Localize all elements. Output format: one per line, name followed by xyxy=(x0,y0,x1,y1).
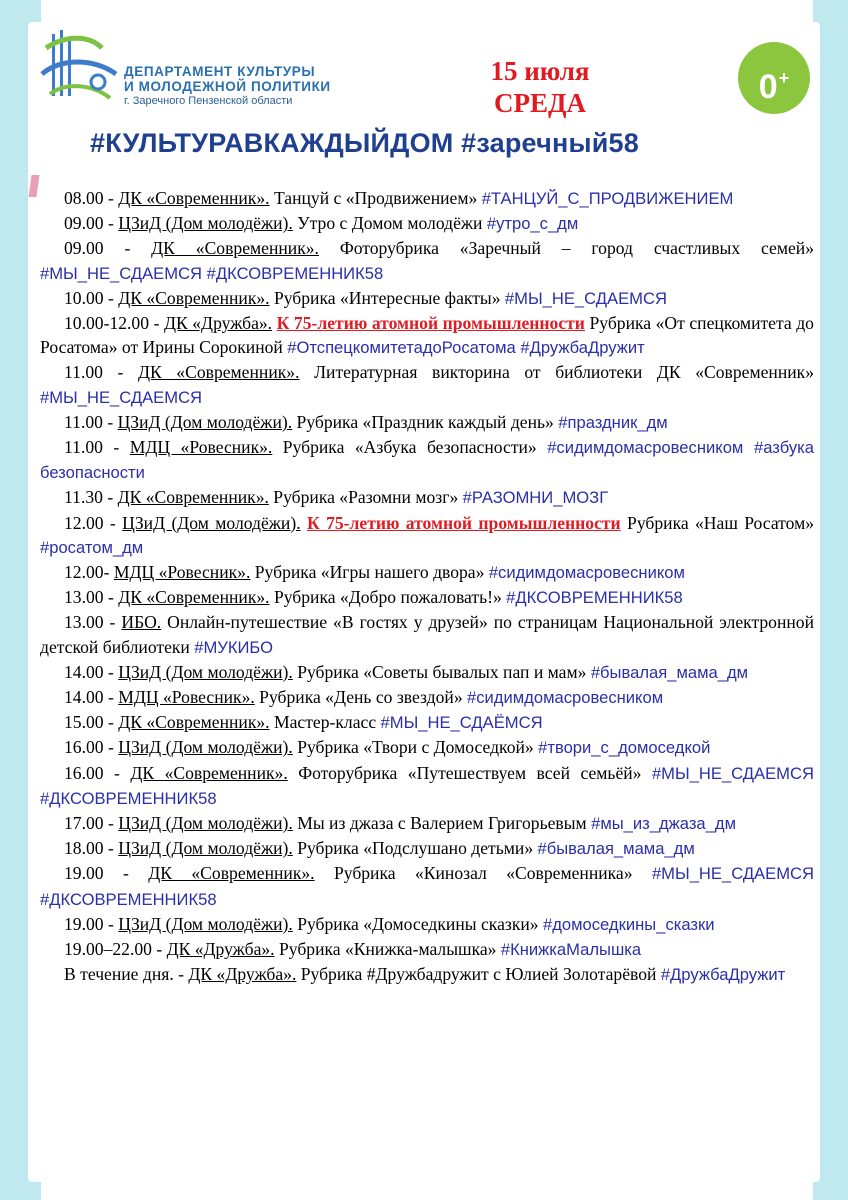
entry-text: Рубрика «Игры нашего двора» xyxy=(250,562,489,583)
schedule-entry xyxy=(40,560,814,585)
hashtag-title: #КУЛЬТУРАВКАЖДЫЙДОМ #заречный58 xyxy=(90,128,639,158)
entry-time: 11.00 - xyxy=(64,437,130,458)
entry-hashtags: #ТАНЦУЙ_С_ПРОДВИЖЕНИЕМ xyxy=(481,189,734,208)
entry-time: 12.00 - xyxy=(64,512,123,533)
entry-time: 10.00-12.00 - xyxy=(64,313,164,334)
entry-venue: ДК «Современник». xyxy=(130,762,288,783)
entry-time: В течение дня. - xyxy=(64,964,189,985)
entry-time: 11.30 - xyxy=(64,487,118,508)
entry-hashtags: #МЫ_НЕ_СДАЕМСЯ xyxy=(504,288,667,308)
entry-hashtags: #утро_с_дм xyxy=(486,214,579,234)
entry-hashtags: #сидимдомасровесником #азбука безопасности xyxy=(40,438,814,483)
schedule-entry xyxy=(40,435,814,485)
entry-text: Рубрика «Подслушано детьми» xyxy=(292,838,538,859)
entry-time: 09.00 - xyxy=(64,238,152,259)
entry-venue: ДК «Современник». xyxy=(118,287,270,308)
org-line-3: г. Заречного Пензенской области xyxy=(124,95,293,107)
entry-time: 16.00 - xyxy=(64,737,119,758)
schedule-entry xyxy=(40,610,814,659)
entry-venue: ДК «Современник». xyxy=(148,863,315,884)
entry-hashtags: #ДКСОВРЕМЕННИК58 xyxy=(506,588,683,608)
entry-time: 14.00 - xyxy=(64,687,119,708)
entry-venue: МДЦ «Ровесник». xyxy=(118,687,255,708)
org-line-2: И МОЛОДЕЖНОЙ ПОЛИТИКИ xyxy=(124,79,331,94)
entry-time: 14.00 - xyxy=(64,661,119,682)
entry-hashtags: #сидимдомасровесником xyxy=(488,563,685,583)
entry-time: 16.00 - xyxy=(64,762,131,783)
org-line-1: ДЕПАРТАМЕНТ КУЛЬТУРЫ xyxy=(124,64,316,79)
entry-venue: ДК «Дружба». xyxy=(163,313,273,334)
entry-text: Мастер-класс xyxy=(269,712,381,733)
age-rating-badge xyxy=(738,42,810,114)
entry-venue: ДК «Дружба». xyxy=(166,939,275,960)
schedule-entry xyxy=(40,660,814,685)
schedule-entry xyxy=(40,761,814,811)
schedule-entry xyxy=(40,236,814,285)
entry-time: 15.00 - xyxy=(64,712,119,733)
entry-text: Фоторубрика «Заречный – город счастливых семей» xyxy=(318,238,814,259)
entry-text: Рубрика «От спецкомитета до Росатома» от Ирины Сорокиной xyxy=(40,313,814,358)
entry-hashtags: #МЫ_НЕ_СДАЕМСЯ xyxy=(40,387,203,407)
entry-hashtags: #ОтспецкомитетадоРосатома #ДружбаДружит xyxy=(287,338,645,358)
entry-time: 12.00- xyxy=(64,562,114,583)
entry-venue: ЦЗиД (Дом молодёжи). xyxy=(118,661,293,682)
entry-venue: ДК «Современник». xyxy=(151,238,319,259)
schedule-entry xyxy=(40,861,814,911)
entry-hashtags: #домоседкины_сказки xyxy=(542,914,715,934)
entry-time: 18.00 - xyxy=(64,838,119,859)
entry-time: 08.00 - xyxy=(64,188,119,208)
entry-text: Рубрика «Наш Росатом» xyxy=(620,512,815,533)
entry-time: 17.00 - xyxy=(64,813,119,834)
schedule-entry xyxy=(40,511,814,560)
entry-text: Онлайн-путешествие «В гостях у друзей» по страницам Национальной электронной детской библиотеки xyxy=(40,612,814,657)
entry-hashtags: #МЫ_НЕ_СДАЕМСЯ #ДКСОВРЕМЕННИК58 xyxy=(40,763,814,808)
entry-text: Рубрика «Добро пожаловать!» xyxy=(269,587,507,608)
entry-venue: ЦЗиД (Дом молодёжи). xyxy=(122,512,301,533)
entry-hashtags: #праздник_дм xyxy=(558,412,668,432)
department-logo-icon xyxy=(40,28,120,114)
entry-venue: ДК «Современник». xyxy=(118,188,270,208)
entry-hashtags: #росатом_дм xyxy=(40,537,144,557)
schedule-entry xyxy=(40,585,814,610)
schedule-entry xyxy=(40,962,814,987)
entry-venue: МДЦ «Ровесник». xyxy=(129,437,273,458)
entry-venue: ЦЗиД (Дом молодёжи). xyxy=(118,838,293,859)
schedule-entry xyxy=(40,710,814,735)
entry-time: 10.00 - xyxy=(64,287,119,308)
entry-time: 13.00 - xyxy=(64,612,122,633)
schedule-entry xyxy=(40,836,814,861)
entry-highlight: К 75-летию атомной промышленности xyxy=(276,313,585,334)
entry-time: 09.00 - xyxy=(64,213,119,234)
entry-venue: ДК «Дружба». xyxy=(188,964,297,985)
entry-text: Рубрика «Советы бывалых пап и мам» xyxy=(292,661,591,682)
date-text: 15 июля xyxy=(490,56,590,86)
entry-text: Мы из джаза с Валерием Григорьевым xyxy=(292,813,592,834)
entry-text: Рубрика «Домоседкины сказки» xyxy=(292,913,543,934)
entry-venue: ЦЗиД (Дом молодёжи). xyxy=(118,913,293,934)
schedule-entry xyxy=(40,685,814,710)
entry-time: 11.00 - xyxy=(64,362,138,383)
schedule-entry xyxy=(40,485,814,510)
entry-hashtags: #МЫ_НЕ_СДАЕМСЯ #ДКСОВРЕМЕННИК58 xyxy=(40,864,814,909)
entry-text: Литературная викторина от библиотеки ДК «Современник» xyxy=(299,362,815,383)
entry-highlight: К 75-летию атомной промышленности xyxy=(306,512,621,533)
entry-venue: МДЦ «Ровесник». xyxy=(113,562,251,583)
schedule-entry xyxy=(40,360,814,409)
entry-time: 19.00–22.00 - xyxy=(64,939,167,960)
schedule-entry xyxy=(40,311,814,360)
entry-venue: ЦЗиД (Дом молодёжи). xyxy=(118,213,293,234)
weekday-text: СРЕДА xyxy=(493,88,587,118)
entry-venue: ЦЗиД (Дом молодёжи). xyxy=(118,813,293,834)
entry-venue: ДК «Современник». xyxy=(118,587,270,608)
schedule-entry xyxy=(40,937,814,962)
schedule-entry xyxy=(40,410,814,435)
schedule-list xyxy=(40,186,814,988)
entry-hashtags: #РАЗОМНИ_МОЗГ xyxy=(462,488,609,508)
entry-venue: ДК «Современник». xyxy=(137,362,300,383)
entry-time: 11.00 - xyxy=(64,411,118,432)
schedule-entry xyxy=(40,186,814,211)
entry-hashtags: #сидимдомасровесником xyxy=(467,688,664,708)
schedule-entry xyxy=(40,286,814,311)
entry-text: Фоторубрика «Путешествуем всей семьёй» xyxy=(287,762,652,783)
entry-venue: ЦЗиД (Дом молодёжи). xyxy=(117,411,293,432)
age-rating-value: 0 xyxy=(758,68,778,106)
entry-hashtags: #бывалая_мама_дм xyxy=(537,839,695,859)
entry-text: Рубрика «Кинозал «Современника» xyxy=(314,863,652,884)
entry-text: Рубрика «День со звездой» xyxy=(254,687,468,708)
entry-hashtags: #мы_из_джаза_дм xyxy=(591,814,736,834)
entry-hashtags: #ДружбаДружит xyxy=(660,965,786,985)
date-block xyxy=(440,55,640,119)
entry-hashtags: #бывалая_мама_дм xyxy=(590,662,749,682)
entry-text: Рубрика «Твори с Домоседкой» xyxy=(292,737,539,758)
schedule-entry xyxy=(40,735,814,760)
entry-hashtags: #МЫ_НЕ_СДАЕМСЯ #ДКСОВРЕМЕННИК58 xyxy=(40,263,384,283)
schedule-entry xyxy=(40,211,814,236)
schedule-entry xyxy=(40,811,814,836)
entry-text: Рубрика «Разомни мозг» xyxy=(268,487,463,508)
entry-venue: ЦЗиД (Дом молодёжи). xyxy=(118,737,293,758)
organization-name xyxy=(124,64,331,109)
entry-text: Рубрика «Азбука безопасности» xyxy=(272,437,548,458)
entry-time: 19.00 - xyxy=(64,863,149,884)
entry-hashtags: #МЫ_НЕ_СДАЁМСЯ xyxy=(380,713,543,733)
schedule-entry xyxy=(40,912,814,937)
entry-text: Танцуй с «Продвижением» xyxy=(269,188,482,208)
age-rating-plus: + xyxy=(778,68,790,88)
entry-time: 19.00 - xyxy=(64,913,119,934)
entry-time: 13.00 - xyxy=(64,587,119,608)
entry-text: Рубрика «Праздник каждый день» xyxy=(292,411,559,432)
entry-text: Рубрика #Дружбадружит с Юлией Золотарёвой xyxy=(296,964,661,985)
entry-hashtags: #КнижкаМалышка xyxy=(500,940,642,960)
entry-hashtags: #МУКИБО xyxy=(194,637,274,657)
entry-venue: ДК «Современник». xyxy=(118,712,270,733)
entry-text: Утро с Домом молодёжи xyxy=(292,213,487,234)
entry-venue: ИБО. xyxy=(121,612,162,633)
entry-text: Рубрика «Интересные факты» xyxy=(269,287,505,308)
entry-text: Рубрика «Книжка-малышка» xyxy=(274,939,501,960)
entry-hashtags: #твори_с_домоседкой xyxy=(538,738,711,758)
entry-venue: ДК «Современник». xyxy=(117,487,269,508)
